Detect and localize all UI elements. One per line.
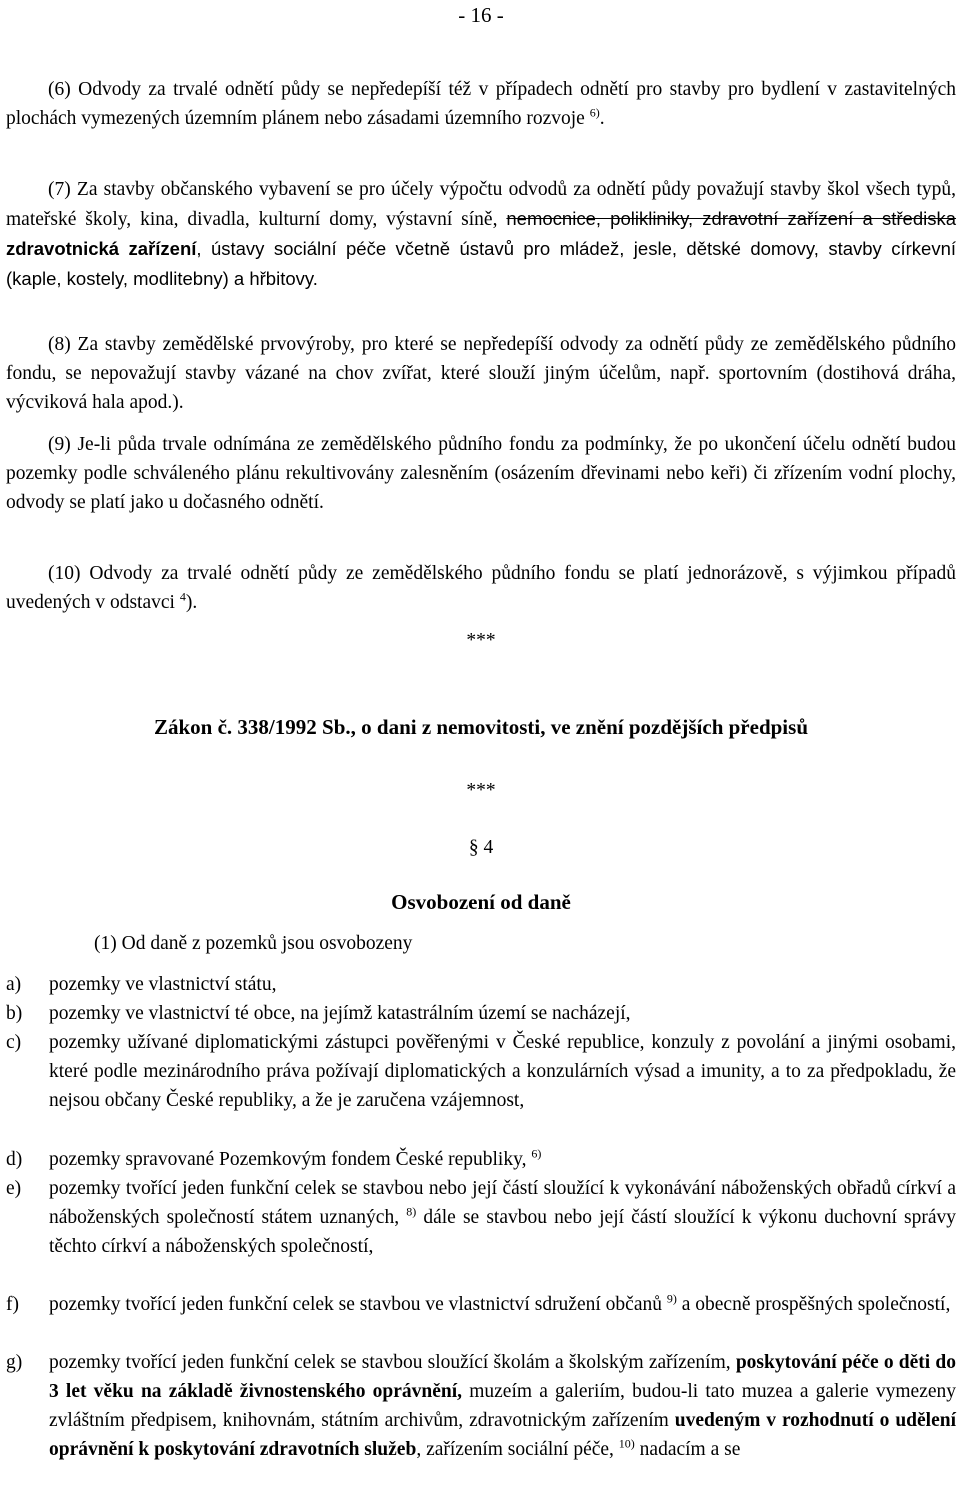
list-text-part: pozemky tvořící jeden funkční celek se stavbou sloužící školám a školským zařízením, <box>49 1352 731 1373</box>
paragraph-7 <box>6 175 956 294</box>
list-label: e) <box>6 1178 22 1199</box>
section-title: Osvobození od daně <box>391 890 571 914</box>
section-number: § 4 <box>468 837 494 858</box>
list-text-part: pozemky tvořící jeden funkční celek se stavbou ve vlastnictví sdružení občanů <box>49 1294 662 1315</box>
list-text-part: pozemky spravované Pozemkovým fondem České republiky, <box>49 1149 527 1170</box>
law-title-bold: Zákon č. 338/1992 Sb. <box>154 715 351 739</box>
paragraph-7-lead: (7) Za stavby občanského vybavení se pro účely výpočtu odvodů za odnětí půdy považují stavby škol všech typů, mateřské školy, kina, divadla, kulturní domy, výstavní síně, <box>6 179 956 230</box>
list-item-g <box>6 1348 956 1464</box>
footnote-ref: 10) <box>618 1436 635 1451</box>
list-item-b <box>6 999 956 1028</box>
list-item-d <box>6 1145 956 1174</box>
list-text: pozemky ve vlastnictví státu, <box>49 974 277 995</box>
list-label: a) <box>6 974 22 995</box>
list-label: f) <box>6 1294 19 1315</box>
list-text: pozemky ve vlastnictví té obce, na jejímž katastrálním území se nacházejí, <box>49 1003 631 1024</box>
list-text-part: nadacím a se <box>634 1439 741 1460</box>
footnote-ref: 6) <box>589 105 600 120</box>
law-title <box>6 713 956 742</box>
list-item-e <box>6 1174 956 1261</box>
list-label: d) <box>6 1149 23 1170</box>
list-item-c <box>6 1028 956 1115</box>
page-number: - 16 - <box>458 3 504 27</box>
paragraph-6 <box>6 75 956 133</box>
paragraph-10-end: ). <box>185 592 198 613</box>
list-item-f <box>6 1290 956 1319</box>
footnote-ref: 4 <box>179 589 186 604</box>
paragraph-10-text: (10) Odvody za trvalé odnětí půdy ze zemědělského půdního fondu se platí jednorázově, s výjimkou případů uvedených v odstavci <box>6 563 956 613</box>
footnote-ref: 9) <box>666 1291 677 1306</box>
list-text: pozemky užívané diplomatickými zástupci pověřenými v České republice, konzuly z povolání a jinými osobami, které podle mezinárodního práva požívají diplomatických a konzulárních výsad a imunity, a to za předpokladu, že nejsou občany České republiky, a že je zaručena vzájemnost, <box>49 1032 956 1111</box>
paragraph-9: (9) Je-li půda trvale odnímána ze zemědělského půdního fondu za podmínky, že po ukončení účelu odnětí budou pozemky podle schváleného plánu rekultivovány zalesněním (osázením dřevinami nebo keři) či zřízením vodní plochy, odvody se platí jako u dočasného odnětí. <box>6 434 956 513</box>
list-text <box>49 1290 956 1319</box>
list-item-a <box>6 970 956 999</box>
paragraph-6-text: (6) Odvody za trvalé odnětí půdy se nepředepíší též v případech odnětí pro stavby pro bydlení v zastavitelných plochách vymezených územním plánem nebo zásadami územního rozvoje <box>6 79 956 129</box>
list-label: g) <box>6 1352 23 1373</box>
paragraph-8: (8) Za stavby zemědělské prvovýroby, pro které se nepředepíší odvody za odnětí půdy ze zemědělského půdního fondu, se nepovažují stavby vázané na chov zvířat, které slouží jiným účelům, např. sportovním (dostihová dráha, výcviková hala apod.). <box>6 334 956 413</box>
intro-line: (1) Od daně z pozemků jsou osvobozeny <box>94 933 413 954</box>
separator: *** <box>466 630 496 651</box>
bold-text: poskytování péče o děti do 3 let věku na základě živnostenského oprávnění, <box>49 1352 956 1402</box>
list-text <box>49 1145 956 1174</box>
footnote-ref: 6) <box>531 1146 542 1161</box>
list-text-part: a obecně prospěšných společností, <box>676 1294 951 1315</box>
law-title-rest: , o dani z nemovitosti, ve znění pozdějších předpisů <box>350 715 808 739</box>
paragraph-6-end: . <box>599 108 605 129</box>
list-text-part: dále se stavbou nebo její částí sloužící k výkonu duchovní správy těchto církví a náboženských společností, <box>49 1207 956 1257</box>
list-label: c) <box>6 1032 22 1053</box>
paragraph-7-rest: , ústavy sociální péče včetně ústavů pro mládež, jesle, dětské domovy, stavby církevní (kaple, kostely, modlitebny) a hřbitovy. <box>6 238 956 289</box>
list-text <box>49 1348 956 1464</box>
list-text-part: pozemky tvořící jeden funkční celek se stavbou nebo její částí sloužící k vykonávání náboženských obřadů církví a náboženských společností státem uznaných, <box>49 1178 956 1228</box>
separator: *** <box>466 780 496 801</box>
struck-text: nemocnice, polikliniky, zdravotní zařízení a střediska <box>506 208 957 229</box>
bold-text: uvedeným v rozhodnutí o udělení oprávnění k poskytování zdravotních služeb <box>49 1410 956 1460</box>
paragraph-10 <box>6 559 956 617</box>
footnote-ref: 8) <box>406 1204 417 1219</box>
list-text <box>49 1174 956 1261</box>
list-text-part: , zařízením sociální péče, <box>416 1439 614 1460</box>
inserted-bold-text: zdravotnická zařízení <box>6 238 197 259</box>
list-label: b) <box>6 1003 23 1024</box>
list-text-part: muzeím a galeriím, budou-li tato muzea a galerie vymezeny zvláštním předpisem, knihovnám, státním archivům, zdravotnickým zařízením <box>49 1381 956 1431</box>
